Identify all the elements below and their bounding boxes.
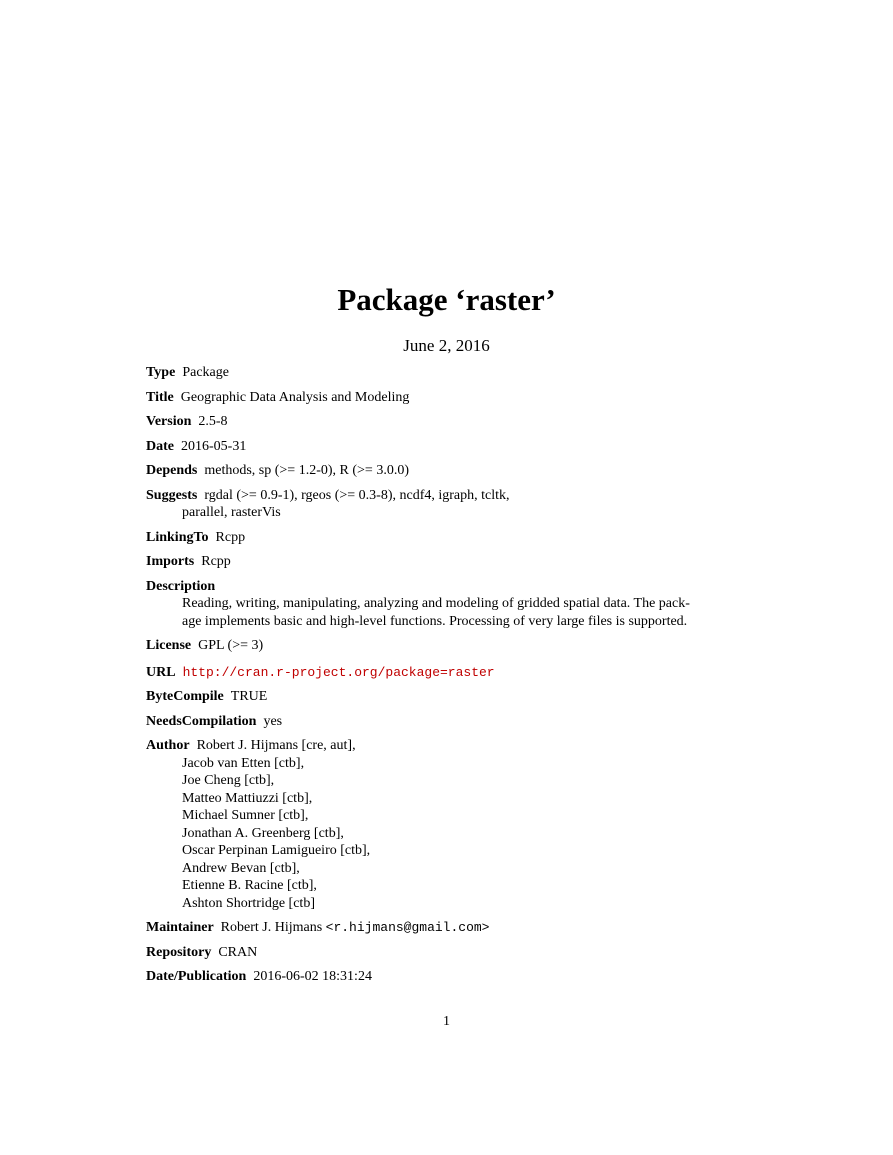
field-value: TRUE	[230, 689, 268, 704]
author-line: Joe Cheng [ctb],	[182, 773, 275, 788]
field-key: Author	[146, 738, 190, 753]
field-type	[146, 364, 746, 382]
field-value: 2.5-8	[198, 414, 228, 429]
field-key: Version	[146, 414, 192, 429]
author-line: Michael Sumner [ctb],	[182, 808, 309, 823]
field-key: Maintainer	[146, 920, 214, 935]
field-value: 2016-05-31	[181, 438, 247, 454]
maintainer-email: <r.hijmans@gmail.com>	[325, 920, 490, 935]
field-author	[146, 737, 746, 912]
field-key: LinkingTo	[146, 529, 209, 545]
field-key: Date	[146, 438, 174, 454]
package-url-link[interactable]: http://cran.r-project.org/package=raster	[182, 664, 495, 680]
field-maintainer	[146, 919, 746, 937]
author-line: Jacob van Etten [ctb],	[182, 755, 305, 771]
field-description	[146, 578, 746, 631]
field-date	[146, 438, 746, 456]
field-license	[146, 637, 746, 655]
field-key: Suggests	[146, 487, 198, 503]
author-line: Andrew Bevan [ctb],	[182, 860, 300, 876]
field-value-line: parallel, rasterVis	[182, 505, 281, 520]
field-value-line: age implements basic and high-level functions. Processing of very large files is supported.	[182, 613, 688, 629]
field-key: Imports	[146, 554, 195, 569]
field-value-line: rgdal (>= 0.9-1), rgeos (>= 0.3-8), ncdf4, igraph, tcltk,	[204, 487, 510, 503]
field-key: License	[146, 638, 192, 653]
field-key: Depends	[146, 463, 198, 478]
field-value: Rcpp	[201, 554, 231, 569]
field-depends	[146, 462, 746, 480]
author-line: Oscar Perpinan Lamigueiro [ctb],	[182, 843, 371, 858]
field-imports	[146, 553, 746, 571]
field-key: Title	[146, 389, 174, 405]
field-value: Package	[182, 365, 229, 380]
field-key: Description	[146, 578, 216, 594]
document-date: June 2, 2016	[403, 336, 490, 355]
field-publication	[146, 968, 746, 986]
field-value: yes	[263, 713, 283, 729]
field-value: GPL (>= 3)	[198, 638, 264, 653]
field-bytecompile	[146, 688, 746, 706]
field-key: Repository	[146, 944, 212, 960]
description-fields	[146, 364, 746, 993]
author-line: Etienne B. Racine [ctb],	[182, 878, 317, 893]
field-title	[146, 389, 746, 407]
field-value: CRAN	[218, 944, 258, 960]
package-title: Package ‘raster’	[337, 282, 556, 317]
field-value: methods, sp (>= 1.2-0), R (>= 3.0.0)	[204, 463, 409, 478]
field-repository	[146, 944, 746, 962]
field-value: 2016-06-02 18:31:24	[253, 969, 372, 984]
field-value: Geographic Data Analysis and Modeling	[180, 389, 410, 405]
page-number: 1	[443, 1014, 450, 1029]
field-linkingto	[146, 529, 746, 547]
field-needscompilation	[146, 713, 746, 731]
field-suggests	[146, 487, 746, 522]
author-line: Robert J. Hijmans [cre, aut],	[196, 738, 356, 753]
field-key: URL	[146, 664, 176, 680]
field-key: ByteCompile	[146, 689, 224, 704]
field-key: Type	[146, 365, 176, 380]
author-line: Matteo Mattiuzzi [ctb],	[182, 790, 313, 806]
author-line: Jonathan A. Greenberg [ctb],	[182, 825, 344, 841]
author-line: Ashton Shortridge [ctb]	[182, 895, 315, 911]
field-value: Rcpp	[215, 529, 246, 545]
field-value-line: Reading, writing, manipulating, analyzing and modeling of gridded spatial data. The pack-	[182, 596, 690, 611]
maintainer-name: Robert J. Hijmans	[220, 920, 326, 935]
field-url	[146, 664, 746, 682]
field-key: NeedsCompilation	[146, 713, 257, 729]
field-version	[146, 413, 746, 431]
field-key: Date/Publication	[146, 969, 247, 984]
